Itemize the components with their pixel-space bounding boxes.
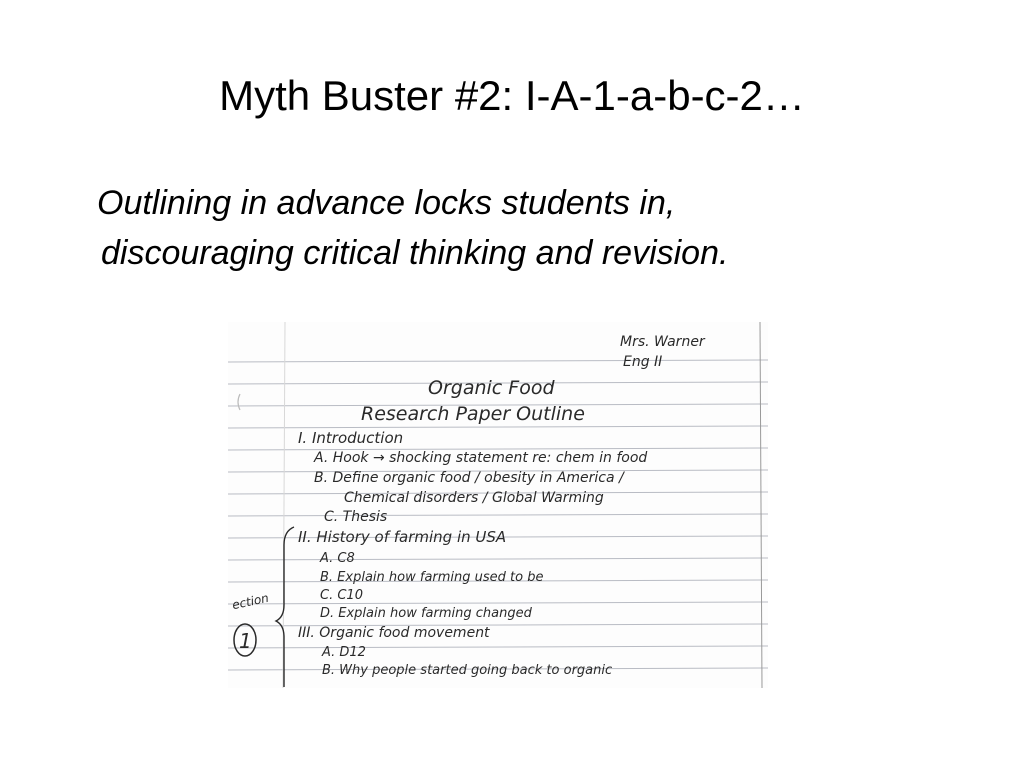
outline-line: III. Organic food movement (298, 625, 490, 641)
outline-heading-1: Organic Food (428, 377, 555, 399)
outline-line: C. C10 (320, 588, 363, 603)
outline-line: II. History of farming in USA (298, 528, 507, 546)
slide-title: Myth Buster #2: I-A-1-a-b-c-2… (219, 72, 805, 119)
outline-line: A. Hook → shocking statement re: chem in food (314, 450, 648, 466)
outline-line: B. Define organic food / obesity in America / (314, 470, 624, 486)
outline-heading-2: Research Paper Outline (361, 403, 585, 425)
subtitle-line-2: discouraging critical thinking and revision. (101, 234, 729, 272)
outline-line: I. Introduction (298, 429, 404, 447)
outline-line: B. Explain how farming used to be (320, 570, 544, 585)
outline-line: C. Thesis (324, 509, 388, 525)
margin-number: 1 (239, 629, 252, 653)
subtitle-line-1: Outlining in advance locks students in, (97, 184, 676, 222)
handwritten-outline-photo (228, 322, 768, 688)
notebook-page (228, 322, 768, 688)
outline-line: A. D12 (322, 645, 366, 660)
outline-line: Chemical disorders / Global Warming (344, 490, 604, 506)
outline-line: A. C8 (320, 551, 355, 566)
outline-line: B. Why people started going back to organic (322, 663, 613, 678)
outline-line: D. Explain how farming changed (320, 606, 532, 621)
slide-subtitle (95, 178, 947, 278)
author-name: Mrs. Warner (620, 334, 705, 350)
margin-brace (276, 527, 294, 687)
author-class: Eng II (623, 354, 663, 370)
margin-note: ection (230, 590, 270, 613)
